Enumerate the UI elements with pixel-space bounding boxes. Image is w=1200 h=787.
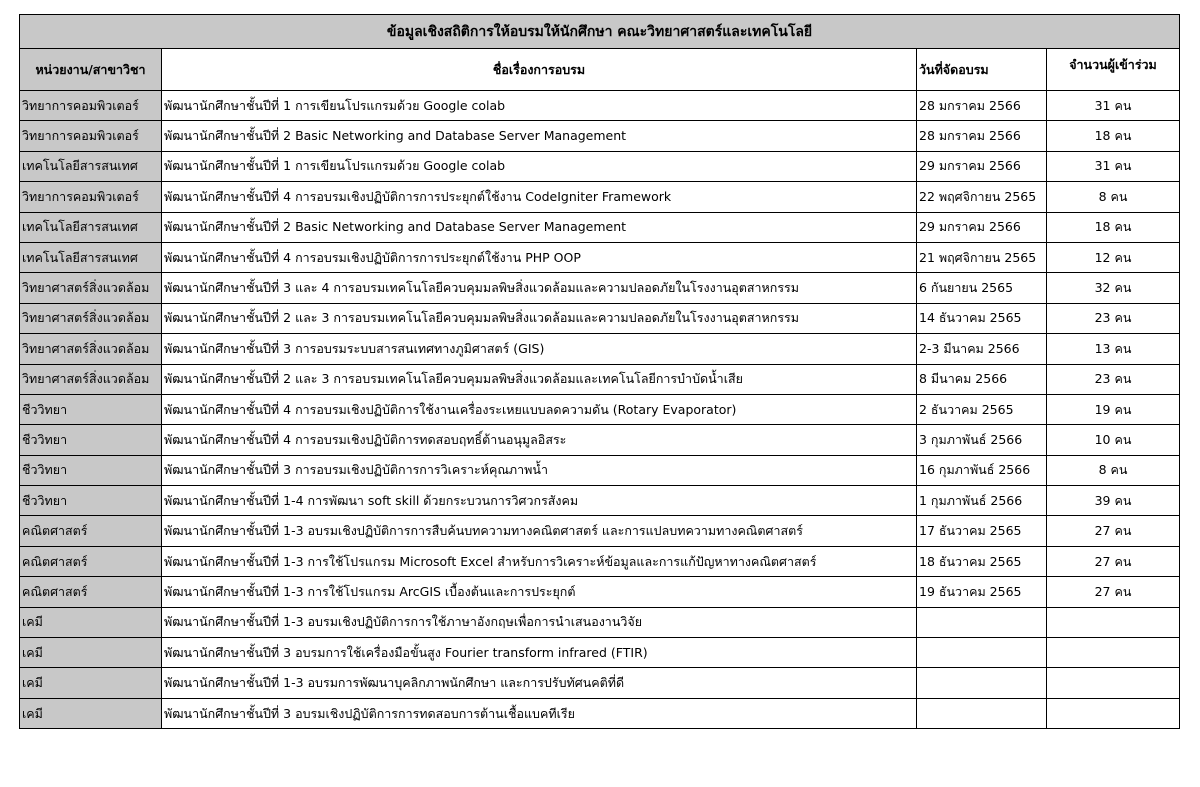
topic-cell: พัฒนานักศึกษาชั้นปีที่ 1-3 อบรมเชิงปฏิบัติการการใช้ภาษาอังกฤษเพื่อการนำเสนองานวิจัย	[162, 607, 917, 637]
table-row	[20, 364, 1180, 394]
header-topic: ชื่อเรื่องการอบรม	[162, 49, 917, 91]
department-cell: วิทยาศาสตร์สิ่งแวดล้อม	[20, 303, 162, 333]
topic-cell: พัฒนานักศึกษาชั้นปีที่ 4 การอบรมเชิงปฏิบัติการการประยุกต์ใช้งาน CodeIgniter Framework	[162, 182, 917, 212]
table-row	[20, 182, 1180, 212]
participants-cell: 8 คน	[1047, 182, 1180, 212]
participants-cell: 12 คน	[1047, 242, 1180, 272]
table-row	[20, 546, 1180, 576]
date-cell: 14 ธันวาคม 2565	[917, 303, 1047, 333]
participants-cell	[1047, 638, 1180, 668]
date-cell: 17 ธันวาคม 2565	[917, 516, 1047, 546]
table-row	[20, 425, 1180, 455]
table-row	[20, 151, 1180, 181]
date-cell: 6 กันยายน 2565	[917, 273, 1047, 303]
topic-cell: พัฒนานักศึกษาชั้นปีที่ 1 การเขียนโปรแกรมด้วย Google colab	[162, 151, 917, 181]
participants-cell: 23 คน	[1047, 364, 1180, 394]
department-cell: เคมี	[20, 638, 162, 668]
date-cell: 1 กุมภาพันธ์ 2566	[917, 486, 1047, 516]
training-table	[19, 14, 1180, 729]
table-row	[20, 638, 1180, 668]
date-cell: 21 พฤศจิกายน 2565	[917, 242, 1047, 272]
topic-cell: พัฒนานักศึกษาชั้นปีที่ 4 การอบรมเชิงปฏิบัติการใช้งานเครื่องระเหยแบบลดความดัน (Rotary Evaporator)	[162, 394, 917, 424]
table-row	[20, 121, 1180, 151]
participants-cell: 32 คน	[1047, 273, 1180, 303]
topic-cell: พัฒนานักศึกษาชั้นปีที่ 2 และ 3 การอบรมเทคโนโลยีควบคุมมลพิษสิ่งแวดล้อมและความปลอดภัยในโรงงานอุตสาหกรรม	[162, 303, 917, 333]
topic-cell: พัฒนานักศึกษาชั้นปีที่ 1-3 การใช้โปรแกรม Microsoft Excel สำหรับการวิเคราะห์ข้อมูลและการแก้ปัญหาทางคณิตศาสตร์	[162, 546, 917, 576]
participants-cell	[1047, 698, 1180, 728]
department-cell: วิทยาการคอมพิวเตอร์	[20, 182, 162, 212]
date-cell: 8 มีนาคม 2566	[917, 364, 1047, 394]
participants-cell: 8 คน	[1047, 455, 1180, 485]
date-cell	[917, 668, 1047, 698]
department-cell: คณิตศาสตร์	[20, 516, 162, 546]
participants-cell: 27 คน	[1047, 516, 1180, 546]
department-cell: วิทยาการคอมพิวเตอร์	[20, 91, 162, 121]
department-cell: เคมี	[20, 698, 162, 728]
date-cell: 22 พฤศจิกายน 2565	[917, 182, 1047, 212]
topic-cell: พัฒนานักศึกษาชั้นปีที่ 1-3 การใช้โปรแกรม ArcGIS เบื้องต้นและการประยุกต์	[162, 577, 917, 607]
date-cell: 2-3 มีนาคม 2566	[917, 334, 1047, 364]
date-cell: 2 ธันวาคม 2565	[917, 394, 1047, 424]
date-cell: 16 กุมภาพันธ์ 2566	[917, 455, 1047, 485]
participants-cell: 27 คน	[1047, 577, 1180, 607]
header-participants: จำนวนผู้เข้าร่วม	[1047, 49, 1180, 91]
topic-cell: พัฒนานักศึกษาชั้นปีที่ 2 และ 3 การอบรมเทคโนโลยีควบคุมมลพิษสิ่งแวดล้อมและเทคโนโลยีการบำบัดน้ำเสีย	[162, 364, 917, 394]
table-row	[20, 486, 1180, 516]
department-cell: เทคโนโลยีสารสนเทศ	[20, 212, 162, 242]
header-date: วันที่จัดอบรม	[917, 49, 1047, 91]
topic-cell: พัฒนานักศึกษาชั้นปีที่ 1-3 อบรมเชิงปฏิบัติการการสืบค้นบทความทางคณิตศาสตร์ และการแปลบทความทางคณิตศาสตร์	[162, 516, 917, 546]
sheet-title: ข้อมูลเชิงสถิติการให้อบรมให้นักศึกษา คณะวิทยาศาสตร์และเทคโนโลยี	[20, 15, 1180, 49]
date-cell: 18 ธันวาคม 2565	[917, 546, 1047, 576]
table-row	[20, 577, 1180, 607]
training-statistics-sheet	[19, 14, 1179, 729]
topic-cell: พัฒนานักศึกษาชั้นปีที่ 3 การอบรมระบบสารสนเทศทางภูมิศาสตร์ (GIS)	[162, 334, 917, 364]
department-cell: วิทยาศาสตร์สิ่งแวดล้อม	[20, 364, 162, 394]
participants-cell	[1047, 668, 1180, 698]
date-cell	[917, 638, 1047, 668]
topic-cell: พัฒนานักศึกษาชั้นปีที่ 2 Basic Networking and Database Server Management	[162, 212, 917, 242]
date-cell	[917, 698, 1047, 728]
participants-cell: 23 คน	[1047, 303, 1180, 333]
participants-cell: 31 คน	[1047, 151, 1180, 181]
header-row	[20, 49, 1180, 91]
topic-cell: พัฒนานักศึกษาชั้นปีที่ 3 การอบรมเชิงปฏิบัติการการวิเคราะห์คุณภาพน้ำ	[162, 455, 917, 485]
department-cell: วิทยาศาสตร์สิ่งแวดล้อม	[20, 334, 162, 364]
table-row	[20, 455, 1180, 485]
department-cell: คณิตศาสตร์	[20, 546, 162, 576]
table-row	[20, 303, 1180, 333]
department-cell: วิทยาการคอมพิวเตอร์	[20, 121, 162, 151]
department-cell: เทคโนโลยีสารสนเทศ	[20, 242, 162, 272]
department-cell: ชีววิทยา	[20, 455, 162, 485]
department-cell: ชีววิทยา	[20, 486, 162, 516]
table-row	[20, 394, 1180, 424]
date-cell: 3 กุมภาพันธ์ 2566	[917, 425, 1047, 455]
date-cell: 28 มกราคม 2566	[917, 121, 1047, 151]
date-cell	[917, 607, 1047, 637]
table-row	[20, 607, 1180, 637]
topic-cell: พัฒนานักศึกษาชั้นปีที่ 3 และ 4 การอบรมเทคโนโลยีควบคุมมลพิษสิ่งแวดล้อมและความปลอดภัยในโรงงานอุตสาหกรรม	[162, 273, 917, 303]
table-row	[20, 334, 1180, 364]
department-cell: ชีววิทยา	[20, 394, 162, 424]
department-cell: เคมี	[20, 668, 162, 698]
topic-cell: พัฒนานักศึกษาชั้นปีที่ 3 อบรมเชิงปฏิบัติการการทดสอบการต้านเชื้อแบคทีเรีย	[162, 698, 917, 728]
header-department: หน่วยงาน/สาขาวิชา	[20, 49, 162, 91]
department-cell: คณิตศาสตร์	[20, 577, 162, 607]
topic-cell: พัฒนานักศึกษาชั้นปีที่ 4 การอบรมเชิงปฏิบัติการทดสอบฤทธิ์ต้านอนุมูลอิสระ	[162, 425, 917, 455]
participants-cell	[1047, 607, 1180, 637]
topic-cell: พัฒนานักศึกษาชั้นปีที่ 1-3 อบรมการพัฒนาบุคลิกภาพนักศึกษา และการปรับทัศนคติที่ดี	[162, 668, 917, 698]
department-cell: วิทยาศาสตร์สิ่งแวดล้อม	[20, 273, 162, 303]
topic-cell: พัฒนานักศึกษาชั้นปีที่ 4 การอบรมเชิงปฏิบัติการการประยุกต์ใช้งาน PHP OOP	[162, 242, 917, 272]
participants-cell: 19 คน	[1047, 394, 1180, 424]
department-cell: ชีววิทยา	[20, 425, 162, 455]
table-row	[20, 212, 1180, 242]
date-cell: 19 ธันวาคม 2565	[917, 577, 1047, 607]
participants-cell: 27 คน	[1047, 546, 1180, 576]
participants-cell: 18 คน	[1047, 121, 1180, 151]
participants-cell: 39 คน	[1047, 486, 1180, 516]
department-cell: เทคโนโลยีสารสนเทศ	[20, 151, 162, 181]
table-row	[20, 91, 1180, 121]
topic-cell: พัฒนานักศึกษาชั้นปีที่ 1 การเขียนโปรแกรมด้วย Google colab	[162, 91, 917, 121]
participants-cell: 10 คน	[1047, 425, 1180, 455]
participants-cell: 13 คน	[1047, 334, 1180, 364]
department-cell: เคมี	[20, 607, 162, 637]
participants-cell: 18 คน	[1047, 212, 1180, 242]
table-row	[20, 242, 1180, 272]
date-cell: 28 มกราคม 2566	[917, 91, 1047, 121]
table-row	[20, 273, 1180, 303]
date-cell: 29 มกราคม 2566	[917, 212, 1047, 242]
topic-cell: พัฒนานักศึกษาชั้นปีที่ 2 Basic Networking and Database Server Management	[162, 121, 917, 151]
participants-cell: 31 คน	[1047, 91, 1180, 121]
table-row	[20, 516, 1180, 546]
topic-cell: พัฒนานักศึกษาชั้นปีที่ 1-4 การพัฒนา soft skill ด้วยกระบวนการวิศวกรสังคม	[162, 486, 917, 516]
table-row	[20, 698, 1180, 728]
date-cell: 29 มกราคม 2566	[917, 151, 1047, 181]
table-row	[20, 668, 1180, 698]
topic-cell: พัฒนานักศึกษาชั้นปีที่ 3 อบรมการใช้เครื่องมือขั้นสูง Fourier transform infrared (FTIR)	[162, 638, 917, 668]
